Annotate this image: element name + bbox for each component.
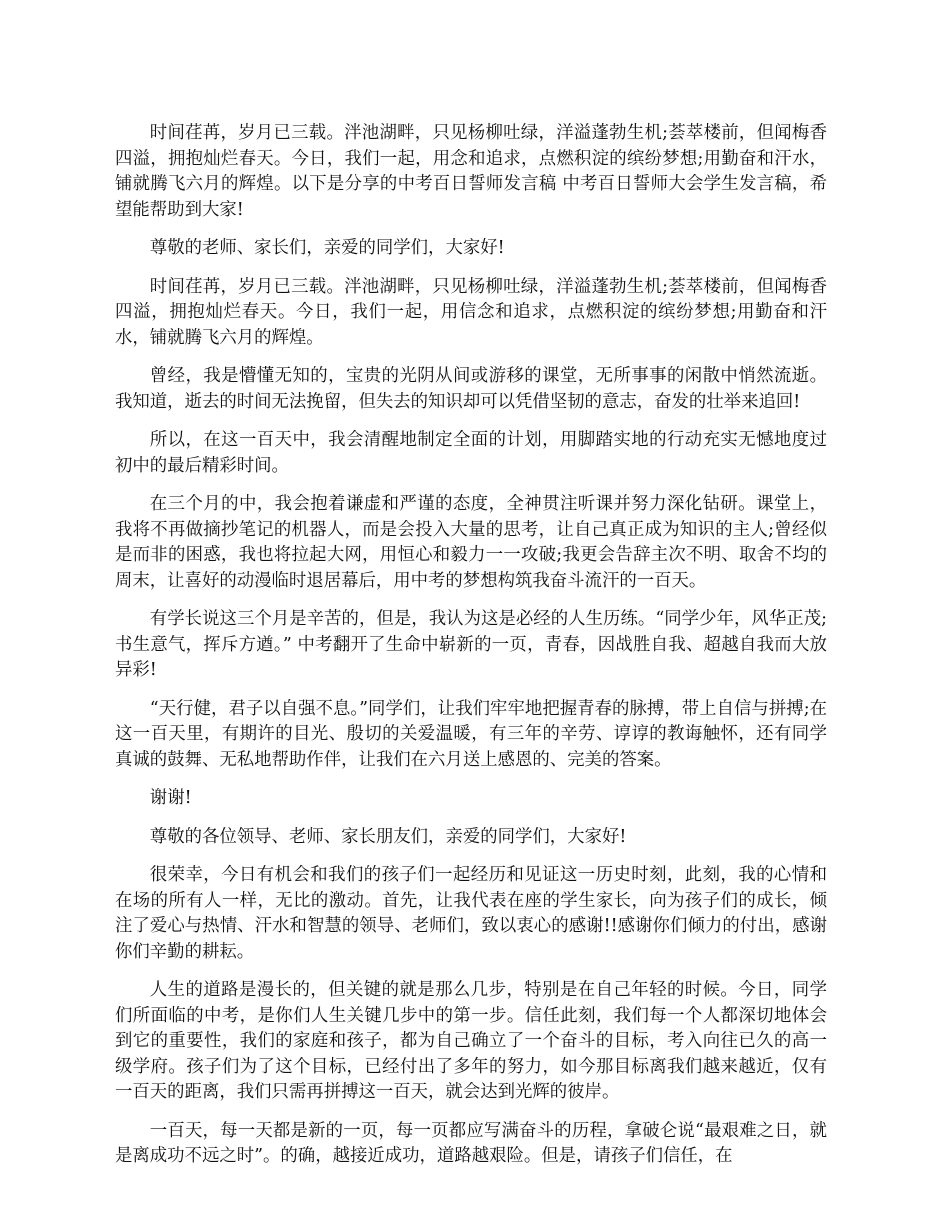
- paragraph-greeting-students: 尊敬的老师、家长们，亲爱的同学们，大家好!: [149, 238, 505, 258]
- paragraph-intro: 时间荏苒，岁月已三载。泮池湖畔，只见杨柳吐绿，洋溢蓬勃生机;荟萃楼前，但闻梅香四溢，拥抱灿烂春天。今日，我们一起，用念和追求，点燃积淀的缤纷梦想;用勤奋和汗水，铺就腾飞六月的辉煌。以下是分享的中考百日誓师发言稿 中考百日誓师大会学生发言稿，希望能帮助到大家!: [115, 123, 827, 220]
- paragraph-honor: 很荣幸，今日有机会和我们的孩子们一起经历和见证这一历史时刻，此刻，我的心情和在场的所有人一样，无比的激动。首先，让我代表在座的学生家长，向为孩子们的成长，倾注了爱心与热情、汗水和智慧的领导、老师们，致以衷心的感谢!!感谢你们倾力的付出，感谢你们辛勤的耕耘。: [115, 865, 827, 962]
- paragraph-life-road: 人生的道路是漫长的，但关键的就是那么几步，特别是在自己年轻的时候。今日，同学们所面临的中考，是你们人生关键几步中的第一步。信任此刻，我们每一个人都深切地体会到它的重要性，我们的家庭和孩子，都为自己确立了一个奋斗的目标，考入向往已久的高一级学府。孩子们为了这个目标，已经付出了多年的努力，如今那目标离我们越来越近，仅有一百天的距离，我们只需再拼搏这一百天，就会达到光辉的彼岸。: [115, 980, 827, 1102]
- paragraph-past: 曾经，我是懵懂无知的，宝贵的光阴从间或游移的课堂，无所事事的闲散中悄然流逝。我知道，逝去的时间无法挽留，但失去的知识却可以凭借坚韧的意志，奋发的壮举来追回!: [115, 366, 827, 412]
- paragraph-three-months: 在三个月的中，我会抱着谦虚和严谨的态度，全神贯注听课并努力深化钻研。课堂上，我将不再做摘抄笔记的机器人，而是会投入大量的思考，让自己真正成为知识的主人;曾经似是而非的困惑，我也将拉起大网，用恒心和毅力一一攻破;我更会告辞主次不明、取舍不均的周末，让喜好的动漫临时退居幕后，用中考的梦想构筑我奋斗流汗的一百天。: [115, 494, 827, 591]
- paragraph-opening: 时间荏苒，岁月已三载。泮池湖畔，只见杨柳吐绿，洋溢蓬勃生机;荟萃楼前，但闻梅香四溢，拥抱灿烂春天。今日，我们一起，用信念和追求，点燃积淀的缤纷梦想;用勤奋和汗水，铺就腾飞六月的辉煌。: [115, 276, 827, 348]
- paragraph-greeting-parents: 尊敬的各位领导、老师、家长朋友们，亲爱的同学们，大家好!: [149, 826, 627, 847]
- paragraph-hundred-days: 一百天，每一天都是新的一页，每一页都应写满奋斗的历程，拿破仑说“最艰难之日，就是离成功不远之时”。的确，越接近成功，道路越艰险。但是，请孩子们信任，在: [115, 1120, 827, 1166]
- paragraph-hardship: 有学长说这三个月是辛苦的，但是，我认为这是必经的人生历练。“同学少年，风华正茂;书生意气，挥斥方遒。” 中考翻开了生命中崭新的一页，青春，因战胜自我、超越自我而大放异彩!: [115, 609, 827, 680]
- paragraph-thanks: 谢谢!: [149, 788, 192, 808]
- paragraph-plan: 所以，在这一百天中，我会清醒地制定全面的计划，用脚踏实地的行动充实无憾地度过初中的最后精彩时间。: [115, 430, 827, 476]
- document-body: [115, 121, 827, 1183]
- paragraph-motto: “天行健，君子以自强不息。”同学们，让我们牢牢地把握青春的脉搏，带上自信与拼搏;在这一百天里，有期许的目光、殷切的关爱温暖，有三年的辛劳、谆谆的教诲触怀，还有同学真诚的鼓舞、无私地帮助作伴，让我们在六月送上感恩的、完美的答案。: [115, 698, 827, 770]
